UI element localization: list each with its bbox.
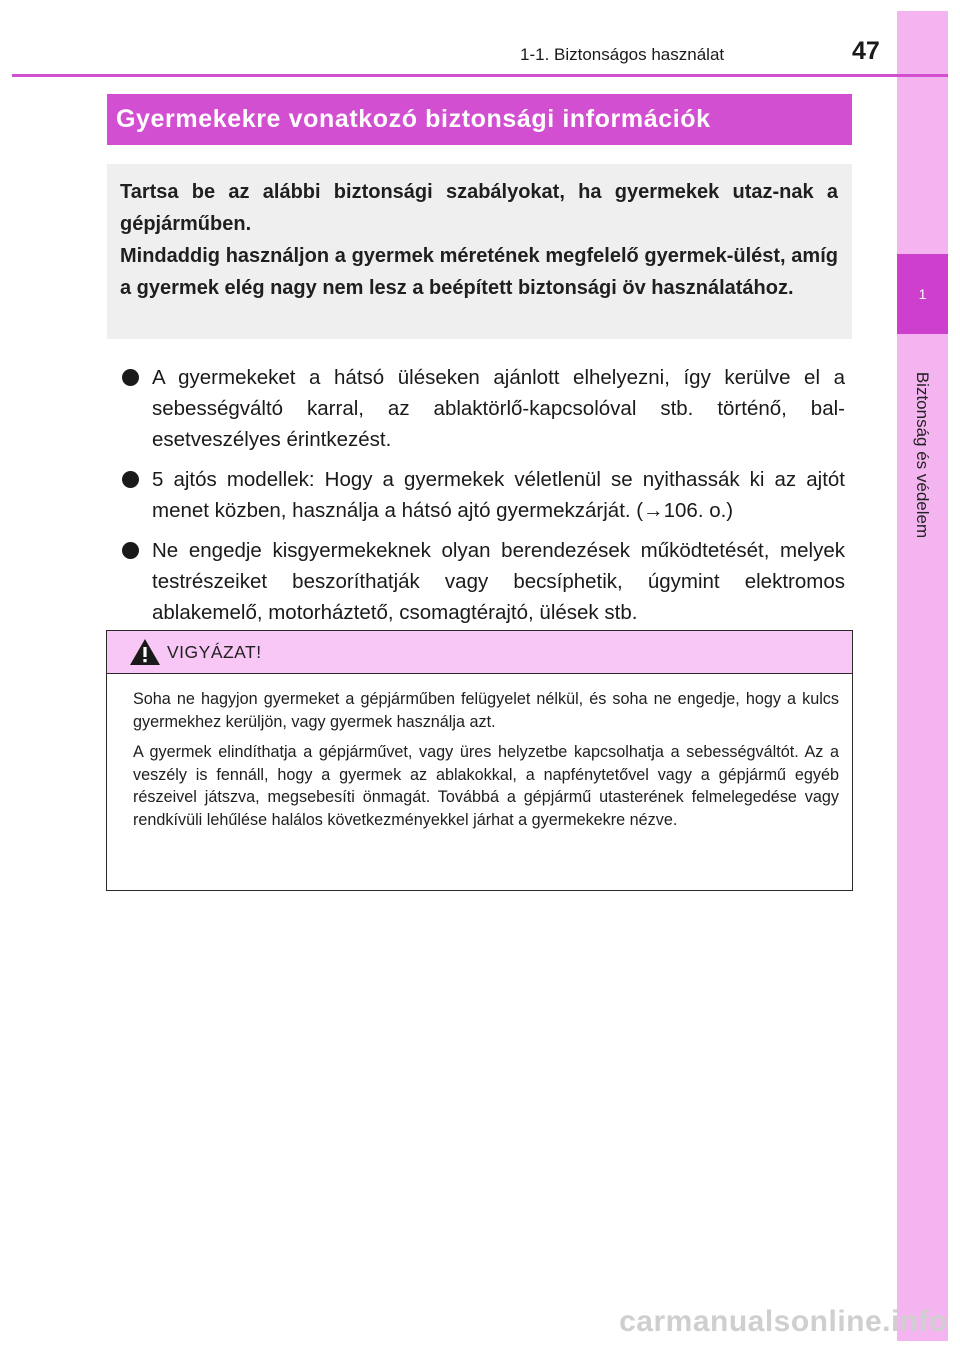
watermark: carmanualsonline.info bbox=[619, 1305, 948, 1338]
section-title-bar bbox=[107, 94, 852, 145]
header-divider bbox=[12, 74, 948, 77]
bullet-list bbox=[122, 362, 845, 637]
bullet-icon bbox=[122, 542, 139, 559]
bullet-item bbox=[122, 464, 845, 526]
intro-paragraph: Tartsa be az alábbi biztonsági szabályokat, ha gyermekek utaz-nak a gépjárműben. bbox=[120, 181, 838, 235]
side-tab bbox=[897, 11, 948, 1341]
warning-triangle-icon bbox=[129, 638, 161, 666]
bullet-icon bbox=[122, 369, 139, 386]
warning-title: VIGYÁZAT! bbox=[167, 642, 262, 662]
warning-body bbox=[107, 674, 852, 831]
intro-paragraph: Mindaddig használjon a gyermek méretének megfelelő gyermek-ülést, amíg a gyermek elég nagy nem lesz a beépített biztonsági öv használatához. bbox=[120, 245, 838, 299]
bullet-text: A gyermekeket a hátsó üléseken ajánlott elhelyezni, így kerülve el a sebességváltó karral, az ablaktörlő-kapcsolóval stb. történő, bal-esetveszélyes érintkezést. bbox=[152, 366, 845, 451]
bullet-text: 5 ajtós modellek: Hogy a gyermekek véletlenül se nyithassák ki az ajtót menet közben, használja a hátsó ajtó gyermekzárját. (→106. o.) bbox=[152, 468, 845, 522]
page-number: 47 bbox=[852, 37, 880, 65]
chapter-label: Biztonság és védelem bbox=[913, 371, 932, 539]
bullet-item bbox=[122, 535, 845, 628]
warning-paragraph: Soha ne hagyjon gyermeket a gépjárműben felügyelet nélkül, és soha ne engedje, hogy a kulcs gyermekhez kerüljön, vagy gyermek használja azt. bbox=[133, 690, 839, 731]
intro-box bbox=[107, 164, 852, 339]
chapter-number: 1 bbox=[918, 286, 927, 302]
warning-paragraph: A gyermek elindíthatja a gépjárművet, vagy üres helyzetbe kapcsolhatja a sebességváltót. Az a veszély is fennáll, hogy a gyermek az ablakokkal, a napfénytetővel vagy a gépjármű egyéb részeivel játszva, megsebesíti önmagát. Továbbá a gépjármű utasterének felmelegedése vagy rendkívüli lehűlése halálos következményekkel járhat a gyermekekre nézve. bbox=[133, 743, 839, 829]
chapter-tab bbox=[897, 254, 948, 334]
warning-header bbox=[107, 631, 852, 674]
section-title: Gyermekekre vonatkozó biztonsági információk bbox=[116, 105, 711, 133]
bullet-icon bbox=[122, 471, 139, 488]
bullet-item bbox=[122, 362, 845, 455]
warning-box bbox=[106, 630, 853, 891]
header-section-title: 1-1. Biztonságos használat bbox=[520, 45, 725, 64]
bullet-text: Ne engedje kisgyermekeknek olyan berendezések működtetését, melyek testrészeiket beszoríthatják vagy becsíphetik, úgymint elektromos ablakemelő, motorháztető, csomagtérajtó, ülések stb. bbox=[152, 539, 845, 624]
